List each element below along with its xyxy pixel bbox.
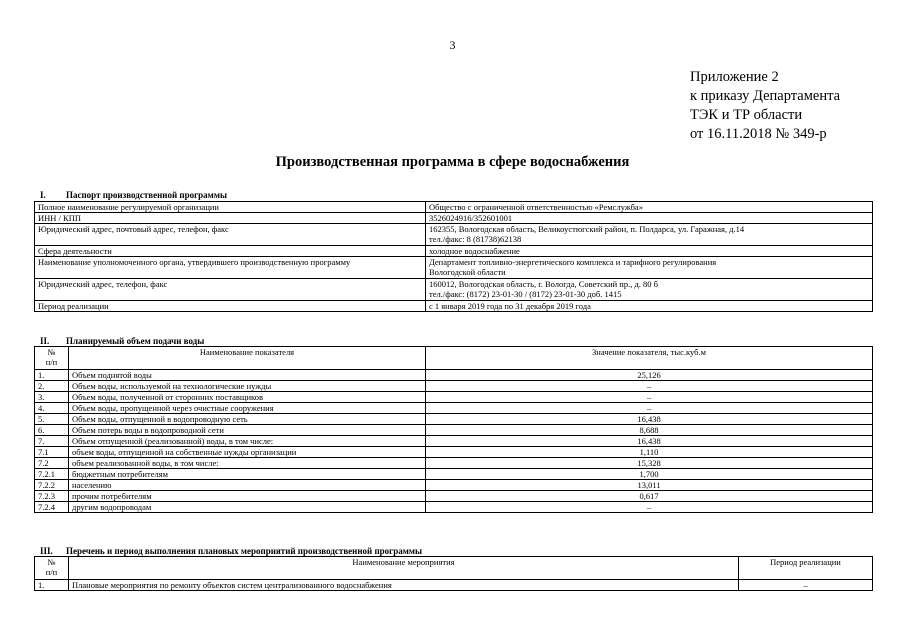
passport-row (35, 257, 873, 279)
appendix-block (690, 68, 840, 144)
row-value: – (426, 381, 873, 392)
row-number: 7.2.3 (35, 491, 69, 502)
row-value: – (426, 502, 873, 513)
appendix-line: от 16.11.2018 № 349-р (690, 126, 827, 142)
row-number: 1. (35, 370, 69, 381)
table-row (35, 414, 873, 425)
row-number: 1. (35, 580, 69, 591)
table-row (35, 370, 873, 381)
passport-label: Юридический адрес, телефон, факс (35, 279, 426, 301)
table-row (35, 425, 873, 436)
passport-value: 160012, Вологодская область, г. Вологда, Советский пр., д. 80 б тел./факс: (8172) 23-01-30 / (8172) 23-01-30 доб. 1415 (426, 279, 873, 301)
row-name: Объем воды, используемой на технологические нужды (69, 381, 426, 392)
passport-label: Сфера деятельности (35, 246, 426, 257)
table-row (35, 491, 873, 502)
row-name: объем реализованной воды, в том числе: (69, 458, 426, 469)
row-name: объем воды, отпущенной на собственные нужды организации (69, 447, 426, 458)
row-number: 7.2.2 (35, 480, 69, 491)
section2-number: II. (40, 336, 50, 346)
page-number: 3 (449, 38, 456, 52)
row-name: Плановые мероприятия по ремонту объектов систем централизованного водоснабжения (69, 580, 739, 591)
table-header-row (35, 557, 873, 580)
row-number: 6. (35, 425, 69, 436)
row-value: – (426, 392, 873, 403)
table-row (35, 381, 873, 392)
appendix-line: Приложение 2 (690, 69, 779, 85)
passport-label: Наименование уполномоченного органа, утвердившего производственную программу (35, 257, 426, 279)
table-row (35, 502, 873, 513)
passport-label: Период реализации (35, 301, 426, 312)
passport-value: Общество с ограниченной ответственностью «Ремслужба» (426, 202, 873, 213)
passport-row (35, 213, 873, 224)
header-name: Наименование показателя (69, 347, 426, 370)
row-value: 25,126 (426, 370, 873, 381)
row-value: 0,617 (426, 491, 873, 502)
row-number: 7.2.1 (35, 469, 69, 480)
row-name: другим водопроводам (69, 502, 426, 513)
header-period: Период реализации (739, 557, 873, 580)
table-row (35, 392, 873, 403)
table-row (35, 436, 873, 447)
row-number: 2. (35, 381, 69, 392)
row-number: 7. (35, 436, 69, 447)
row-period: – (739, 580, 873, 591)
table-row (35, 458, 873, 469)
row-name: Объем отпущенной (реализованной) воды, в том числе: (69, 436, 426, 447)
row-number: 7.1 (35, 447, 69, 458)
section1-title: Паспорт производственной программы (66, 190, 227, 200)
passport-value: 3526024916/352601001 (426, 213, 873, 224)
row-value: 16,438 (426, 436, 873, 447)
header-num: № п/п (35, 557, 69, 580)
passport-label: ИНН / КПП (35, 213, 426, 224)
passport-row (35, 279, 873, 301)
row-value: – (426, 403, 873, 414)
row-name: Объем воды, пропущенной через очистные сооружения (69, 403, 426, 414)
passport-label: Полное наименование регулируемой организации (35, 202, 426, 213)
appendix-line: ТЭК и ТР области (690, 107, 803, 123)
section1-heading (40, 190, 227, 200)
row-value: 13,011 (426, 480, 873, 491)
passport-row (35, 246, 873, 257)
passport-label: Юридический адрес, почтовый адрес, телефон, факс (35, 224, 426, 246)
row-value: 1,700 (426, 469, 873, 480)
row-value: 8,688 (426, 425, 873, 436)
row-value: 1,110 (426, 447, 873, 458)
row-value: 15,328 (426, 458, 873, 469)
row-name: населению (69, 480, 426, 491)
row-name: Объем поднятой воды (69, 370, 426, 381)
table-row (35, 580, 873, 591)
passport-table (34, 201, 873, 312)
document-title: Производственная программа в сфере водоснабжения (275, 154, 630, 170)
header-value: Значение показателя, тыс.куб.м (426, 347, 873, 370)
table-row (35, 480, 873, 491)
row-name: Объем воды, полученной от сторонних поставщиков (69, 392, 426, 403)
passport-value: Департамент топливно-энергетического комплекса и тарифного регулирования Вологодской области (426, 257, 873, 279)
table-row (35, 403, 873, 414)
passport-value: холодное водоснабжение (426, 246, 873, 257)
row-name: бюджетным потребителям (69, 469, 426, 480)
table-row (35, 469, 873, 480)
appendix-line: к приказу Департамента (690, 88, 841, 104)
row-name: прочим потребителям (69, 491, 426, 502)
row-name: Объем воды, отпущенной в водопроводную сеть (69, 414, 426, 425)
table-row (35, 447, 873, 458)
section2-heading (40, 336, 204, 346)
section3-heading (40, 546, 422, 556)
water-volume-table (34, 346, 873, 513)
row-name: Объем потерь воды в водопроводной сети (69, 425, 426, 436)
section3-number: III. (40, 546, 53, 556)
section3-title: Перечень и период выполнения плановых мероприятий производственной программы (66, 546, 423, 556)
row-number: 3. (35, 392, 69, 403)
section1-number: I. (40, 190, 46, 200)
table-header-row (35, 347, 873, 370)
row-number: 5. (35, 414, 69, 425)
section2-title: Планируемый объем подачи воды (66, 336, 205, 346)
passport-value: с 1 января 2019 года по 31 декабря 2019 года (426, 301, 873, 312)
row-number: 4. (35, 403, 69, 414)
passport-row (35, 301, 873, 312)
passport-row (35, 202, 873, 213)
passport-value: 162355, Вологодская область, Великоустюгский район, п. Полдарса, ул. Гаражная, д.14 тел./факс: 8 (81738)62138 (426, 224, 873, 246)
row-number: 7.2.4 (35, 502, 69, 513)
header-name: Наименование мероприятия (69, 557, 739, 580)
row-value: 16,438 (426, 414, 873, 425)
row-number: 7.2 (35, 458, 69, 469)
header-num: № п/п (35, 347, 69, 370)
activities-table (34, 556, 873, 591)
passport-row (35, 224, 873, 246)
